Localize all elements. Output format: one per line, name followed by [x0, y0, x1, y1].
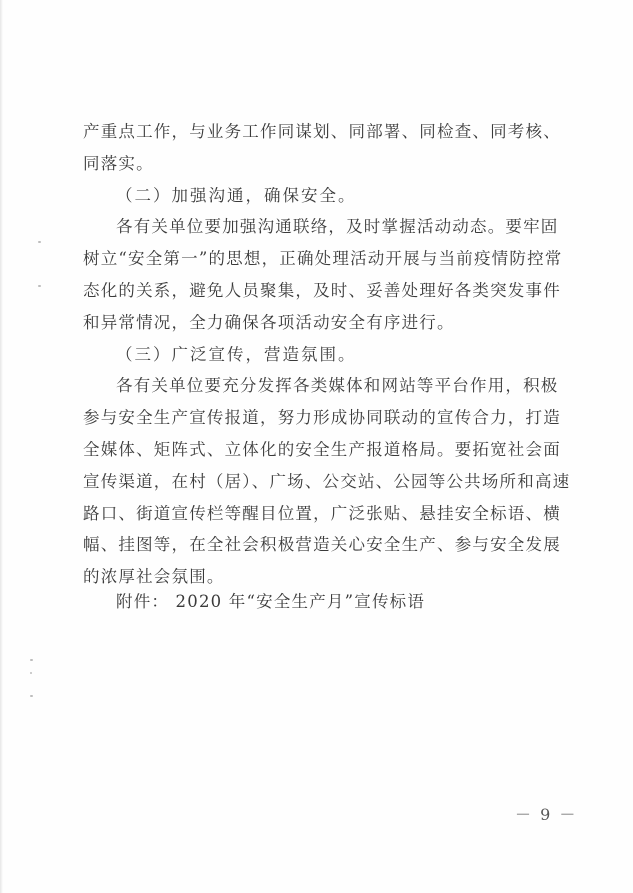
scan-speck: [30, 659, 33, 661]
section-heading: （三）广泛宣传，营造氛围。: [116, 344, 357, 364]
scan-speck: [38, 285, 41, 287]
scan-speck: [30, 695, 33, 697]
attachment-note: 附件： 2020 年“安全生产月”宣传标语: [116, 592, 426, 611]
paragraph-line: 全媒体、矩阵式、立体化的安全生产报道格局。要拓宽社会面: [83, 439, 561, 459]
scan-speck: [38, 241, 41, 243]
paragraph-line: 参与安全生产宣传报道，努力形成协同联动的宣传合力，打造: [83, 408, 561, 428]
page-number: － 9 －: [515, 805, 578, 824]
paragraph-line: 幅、挂图等，在全社会积极营造关心安全生产、参与安全发展: [83, 535, 561, 555]
scan-speck: [30, 672, 32, 674]
paragraph-line: 各有关单位要充分发挥各类媒体和网站等平台作用，积极: [116, 376, 559, 396]
paragraph-line: 路口、街道宣传栏等醒目位置，广泛张贴、悬挂安全标语、横: [83, 503, 561, 523]
paragraph-line: 同落实。: [83, 153, 154, 173]
paragraph-line: 的浓厚社会氛围。: [83, 567, 225, 587]
paragraph-line: 产重点工作，与业务工作同谋划、同部署、同检查、同考核、: [83, 122, 561, 141]
paragraph-line: 各有关单位要加强沟通联络，及时掌握活动动态。要牢固: [116, 217, 559, 237]
paragraph-line: 和异常情况，全力确保各项活动安全有序进行。: [83, 312, 455, 332]
paragraph-line: 树立“安全第一”的思想，正确处理活动开展与当前疫情防控常: [83, 249, 563, 269]
paragraph-line: 态化的关系，避免人员聚集，及时、妥善处理好各类突发事件: [83, 280, 561, 300]
section-heading: （二）加强沟通，确保安全。: [116, 185, 357, 205]
scan-edge: [0, 0, 3, 893]
document-body: [83, 116, 571, 593]
paragraph-line: 宣传渠道，在村（居）、广场、公交站、公园等公共场所和高速: [83, 471, 571, 491]
